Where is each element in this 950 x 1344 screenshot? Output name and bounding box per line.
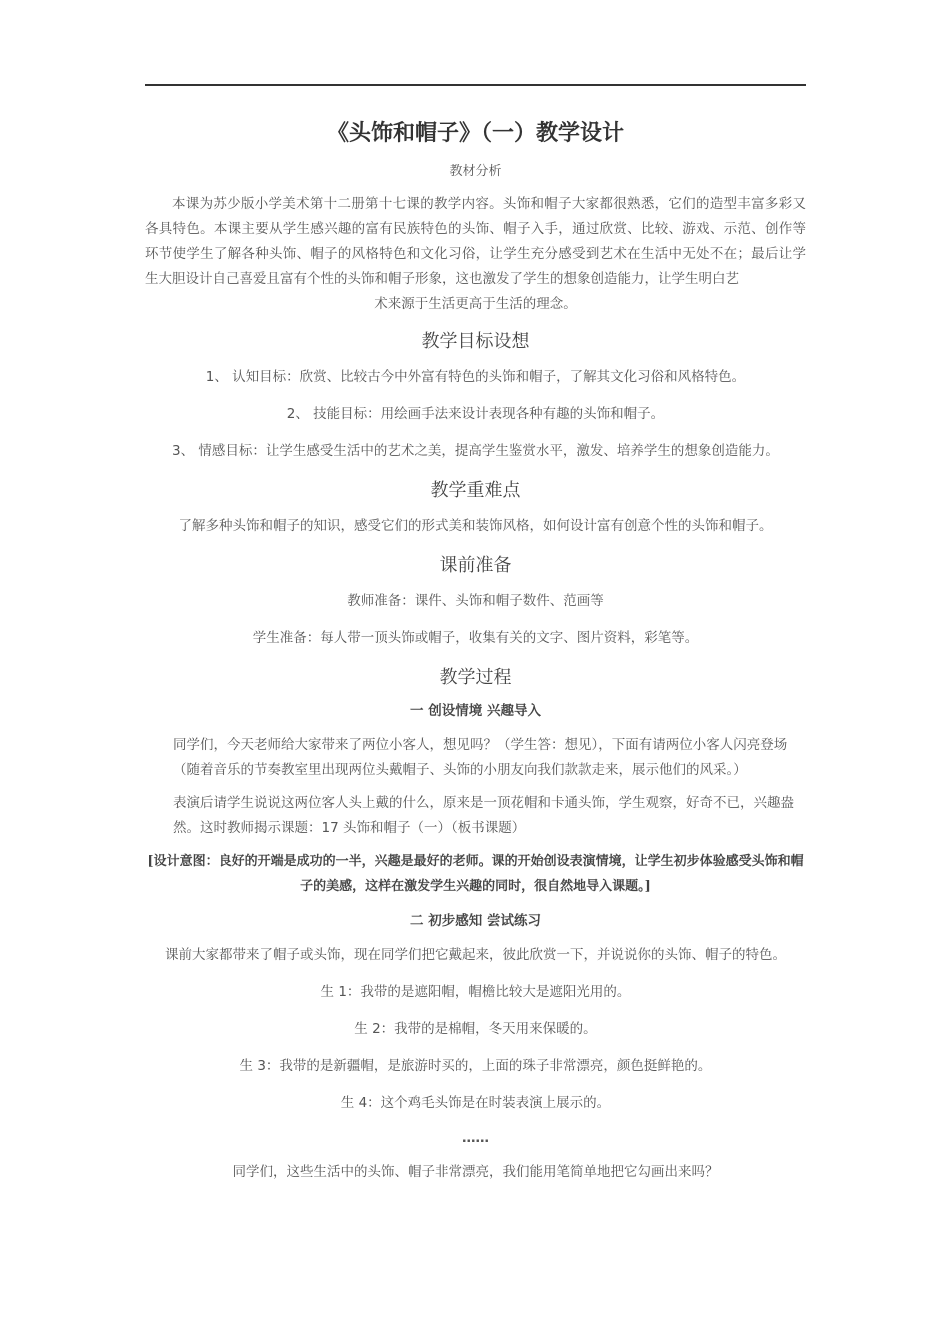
- section-prep-heading: 课前准备: [439, 555, 512, 576]
- student-answer-2: 生 2：我带的是棉帽，冬天用来保暖的。: [354, 1021, 597, 1037]
- section-process-heading: 教学过程: [439, 667, 512, 688]
- section-goals-heading: 教学目标设想: [421, 331, 530, 352]
- student-answer-1: 生 1：我带的是遮阳帽，帽檐比较大是遮阳光用的。: [320, 984, 631, 1000]
- material-tail: 术来源于生活更高于生活的理念。: [374, 296, 577, 312]
- material-paragraph: [145, 192, 806, 317]
- material-text: 本课为苏少版小学美术第十二册第十七课的教学内容。头饰和帽子大家都很熟悉，它们的造型丰富多彩又各具特色。本课主要从学生感兴趣的富有民族特色的头饰、帽子入手，通过欣赏、比较、游戏、示范、创作等环节使学生了解各种头饰、帽子的风格特色和文化习俗，让学生充分感受到艺术在生活中无处不在；最后让学生大胆设计自己喜爱且富有个性的头饰和帽子形象，这也激发了学生的想象创造能力，让学生明白艺: [145, 196, 806, 287]
- step1-design-intent: [设计意图：良好的开端是成功的一半，兴趣是最好的老师。课的开始创设表演情境，让学生初步体验感受头饰和帽子的美感，这样在激发学生兴趣的同时，很自然地导入课题。]: [147, 854, 804, 894]
- prep-teacher: 教师准备：课件、头饰和帽子数件、范画等: [347, 593, 604, 609]
- step2-paragraph-2: 同学们，这些生活中的头饰、帽子非常漂亮，我们能用笔简单地把它勾画出来吗？: [232, 1164, 719, 1180]
- step1-paragraph-1: 同学们，今天老师给大家带来了两位小客人，想见吗？（学生答：想见），下面有请两位小客人闪亮登场（随着音乐的节奏教室里出现两位头戴帽子、头饰的小朋友向我们款款走来，展示他们的风采。）: [173, 737, 788, 778]
- step1-heading: 一 创设情境 兴趣导入: [410, 703, 541, 719]
- key-points-text: 了解多种头饰和帽子的知识，感受它们的形式美和装饰风格，如何设计富有创意个性的头饰和帽子。: [178, 518, 773, 534]
- section-material-heading: 教材分析: [449, 164, 502, 179]
- step2-paragraph-1: 课前大家都带来了帽子或头饰，现在同学们把它戴起来，彼此欣赏一下，并说说你的头饰、帽子的特色。: [165, 947, 786, 963]
- section-key-heading: 教学重难点: [430, 480, 521, 501]
- step1-paragraph-2: 表演后请学生说说这两位客人头上戴的什么，原来是一顶花帽和卡通头饰，学生观察，好奇不已，兴趣盎然。这时教师揭示课题：17 头饰和帽子（一）（板书课题）: [173, 795, 794, 836]
- document-body: [145, 108, 806, 1197]
- student-answer-3: 生 3：我带的是新疆帽，是旅游时买的，上面的珠子非常漂亮，颜色挺鲜艳的。: [239, 1058, 712, 1074]
- step2-heading: 二 初步感知 尝试练习: [410, 913, 541, 929]
- ellipsis: ……: [462, 1130, 489, 1146]
- goal-item-1: 1、 认知目标：欣赏、比较古今中外富有特色的头饰和帽子，了解其文化习俗和风格特色。: [205, 369, 746, 385]
- goal-item-3: 3、 情感目标：让学生感受生活中的艺术之美，提高学生鉴赏水平，激发、培养学生的想象创造能力。: [172, 443, 779, 459]
- goal-item-2: 2、 技能目标：用绘画手法来设计表现各种有趣的头饰和帽子。: [286, 406, 665, 422]
- prep-student: 学生准备：每人带一顶头饰或帽子，收集有关的文字、图片资料，彩笔等。: [252, 630, 699, 646]
- document-title: 《头饰和帽子》（一）教学设计: [326, 121, 624, 146]
- header-rule: [145, 84, 806, 86]
- student-answer-4: 生 4：这个鸡毛头饰是在时装表演上展示的。: [340, 1095, 611, 1111]
